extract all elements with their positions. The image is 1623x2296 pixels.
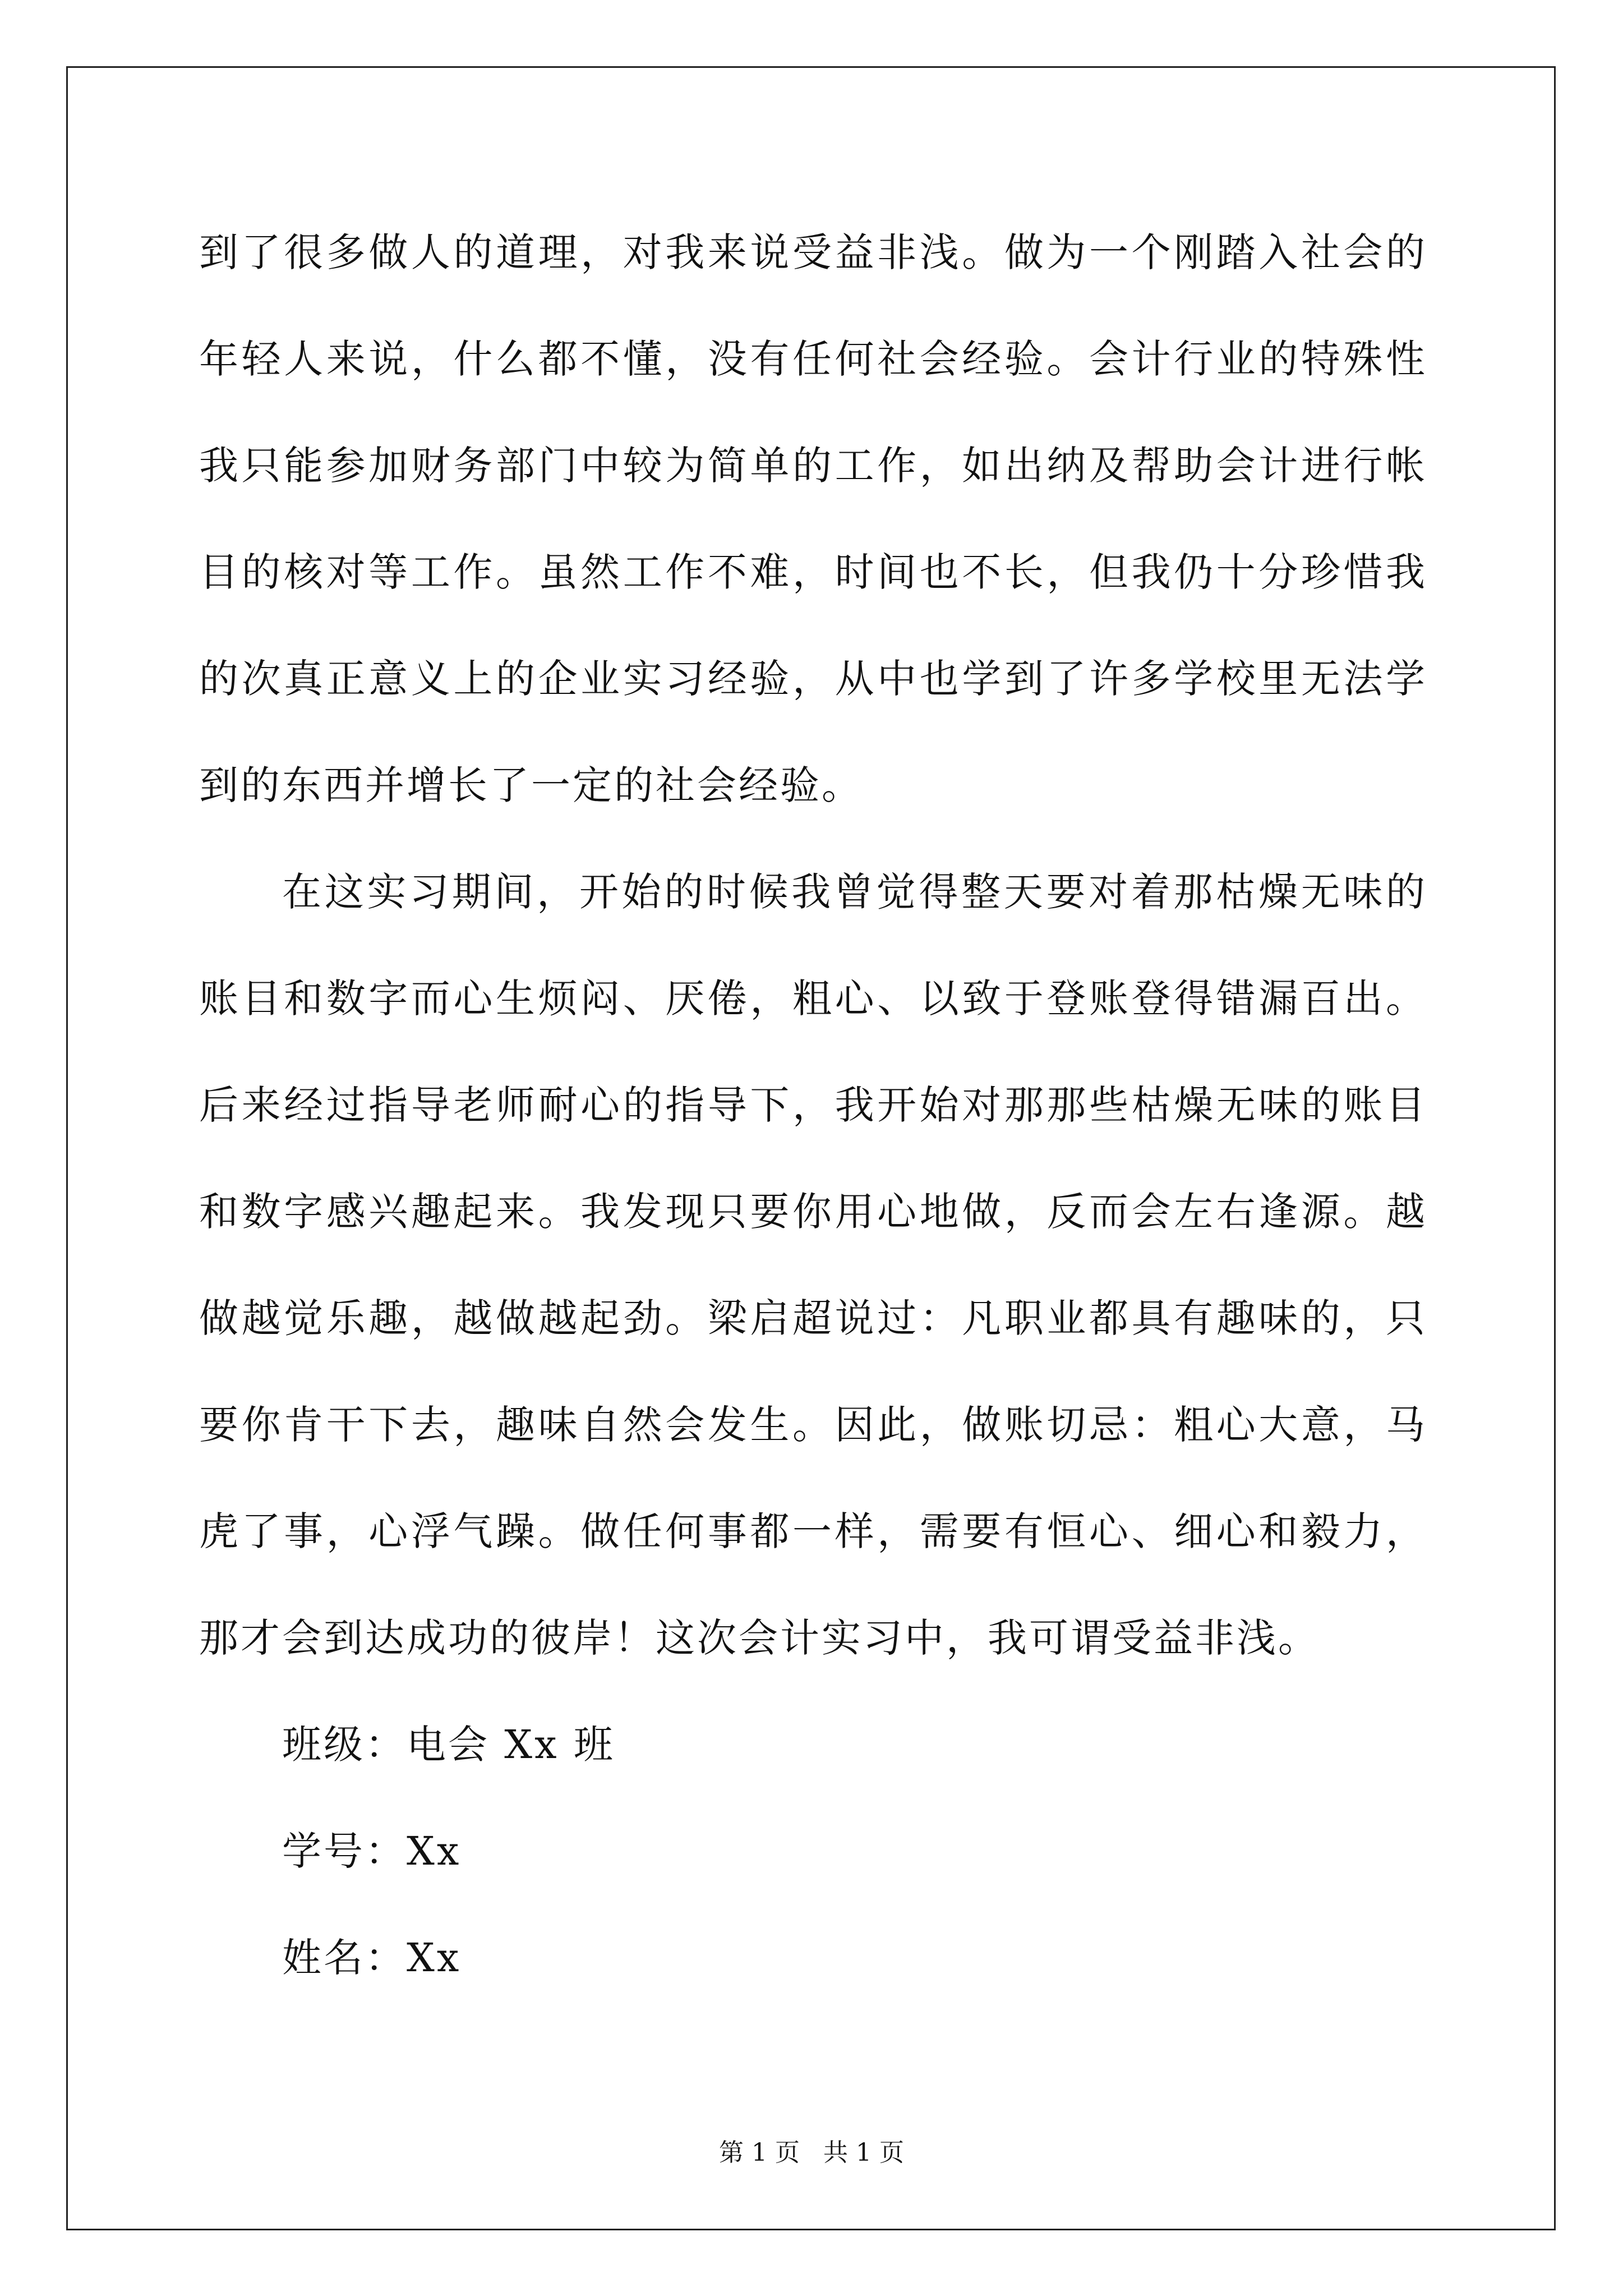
class-field: 班级：电会 Xx 班 bbox=[282, 1722, 615, 1768]
body-paragraph-2: 在这实习期间，开始的时候我曾觉得整天要对着那枯燥无味的账目和数字而心生烦闷、厌倦，粗心、以致于登账登得错漏百出。后来经过指导老师耐心的指导下，我开始对那那些枯燥无味的账目和数字感兴趣起来。我发现只要你用心地做，反而会左右逢源。越做越觉乐趣，越做越起劲。梁启超说过：凡职业都具有趣味的，只要你肯干下去，趣味自然会发生。因此，做账切忌：粗心大意，马虎了事，心浮气躁。做任何事都一样，需要有恒心、细心和毅力，那才会到达成功的彼岸！这次会计实习中，我可谓受益非浅。 bbox=[199, 869, 1427, 1661]
student-id-field: 学号：Xx bbox=[282, 1828, 462, 1874]
body-paragraph-1: 到了很多做人的道理，对我来说受益非浅。做为一个刚踏入社会的年轻人来说，什么都不懂，没有任何社会经验。会计行业的特殊性我只能参加财务部门中较为简单的工作，如出纳及帮助会计进行帐目的核对等工作。虽然工作不难，时间也不长，但我仍十分珍惜我的次真正意义上的企业实习经验，从中也学到了许多学校里无法学到的东西并增长了一定的社会经验。 bbox=[199, 229, 1427, 808]
name-field: 姓名：Xx bbox=[282, 1935, 462, 1981]
page-footer: 第 1 页 共 1 页 bbox=[719, 2138, 904, 2167]
document-body bbox=[199, 199, 1427, 2011]
